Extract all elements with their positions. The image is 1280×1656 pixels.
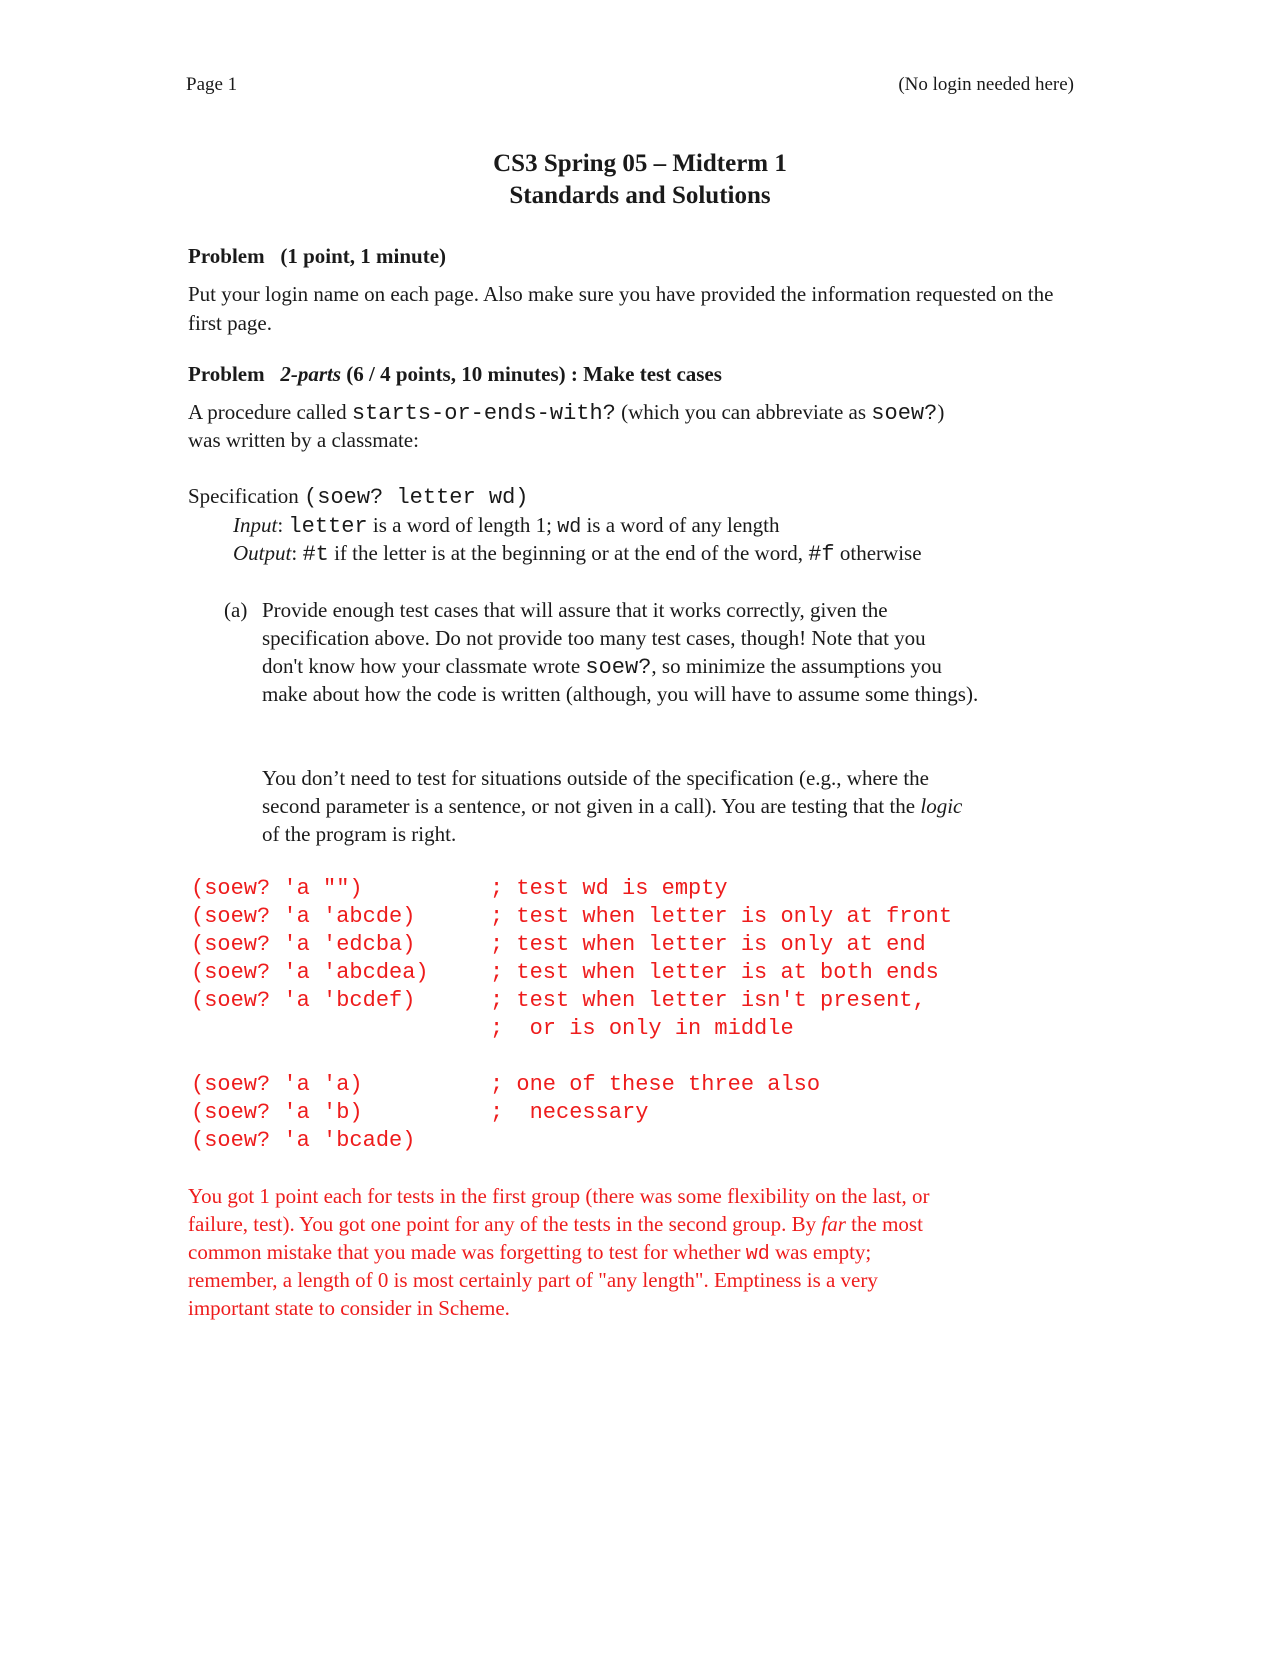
test-comment: ; test when letter is only at front (490, 904, 953, 929)
input-line (233, 513, 780, 539)
page-subtitle: Standards and Solutions (509, 182, 771, 209)
problem2-intro-line2: was written by a classmate: (188, 428, 419, 452)
input-colon: : (277, 513, 289, 537)
part-a-line3-a: don't know how your classmate wrote (262, 654, 586, 678)
output-text2: otherwise (834, 541, 922, 565)
output-line (233, 541, 922, 567)
note-line1: You don’t need to test for situations outside of the specification (e.g., where the (262, 766, 930, 790)
test-comment: ; test when letter is at both ends (490, 960, 939, 985)
grading-line2-emphasis: far (821, 1212, 846, 1236)
problem1-heading: Problem (1 point, 1 minute) (188, 244, 447, 268)
test-call: (soew? 'a 'a) (191, 1072, 363, 1097)
output-text1: if the letter is at the beginning or at the end of the word, (328, 541, 809, 565)
grading-line1: You got 1 point each for tests in the first group (there was some flexibility on the last, or (188, 1184, 930, 1208)
test-call: (soew? 'a 'bcade) (191, 1128, 416, 1153)
note-line3: of the program is right. (262, 822, 457, 846)
part-a-line1: Provide enough test cases that will assure that it works correctly, given the (262, 598, 888, 622)
grading-line3-b: was empty; (769, 1240, 872, 1264)
intro-text-c: ) (937, 400, 945, 424)
test-call: (soew? 'a 'edcba) (191, 932, 416, 957)
input-label: Input (233, 513, 278, 537)
problem2-heading-prefix: Problem (188, 362, 265, 386)
grading-line3 (188, 1240, 871, 1266)
note-line2 (262, 794, 962, 819)
part-a-line3-code: soew? (585, 655, 652, 680)
part-a-line3 (262, 654, 942, 680)
grading-line2 (188, 1212, 923, 1237)
grading-line5: important state to consider in Scheme. (188, 1296, 510, 1320)
test-call: (soew? 'a 'b) (191, 1100, 363, 1125)
output-label: Output (233, 541, 292, 565)
input-param-letter: letter (288, 514, 368, 539)
spec-label: Specification (188, 484, 305, 508)
page-title: CS3 Spring 05 – Midterm 1 (493, 150, 787, 177)
problem2-heading-rest: (6 / 4 points, 10 minutes) : Make test cases (341, 362, 722, 386)
test-comment: ; test when letter isn't present, (490, 988, 926, 1013)
test-comment: ; necessary (490, 1100, 649, 1125)
test-call: (soew? 'a 'bcdef) (191, 988, 416, 1013)
test-comment: ; one of these three also (490, 1072, 821, 1097)
grading-line3-a: common mistake that you made was forgetting to test for whether (188, 1240, 746, 1264)
test-comment: ; or is only in middle (490, 1016, 794, 1041)
header-note: (No login needed here) (898, 74, 1074, 95)
output-false: #f (808, 542, 835, 567)
part-a-line2: specification above. Do not provide too many test cases, though! Note that you (262, 626, 926, 650)
input-text1: is a word of length 1; (367, 513, 558, 537)
problem1-body: Put your login name on each page. Also make sure you have provided the information requested on the first page. (188, 282, 1054, 335)
note-line2-a: second parameter is a sentence, or not given in a call). You are testing that the (262, 794, 921, 818)
grading-line2-b: the most (845, 1212, 923, 1236)
test-call: (soew? 'a 'abcdea) (191, 960, 429, 985)
specification-line (188, 484, 528, 510)
test-call: (soew? 'a "") (191, 876, 363, 901)
page-number: Page 1 (186, 74, 238, 95)
grading-line2-a: failure, test). You got one point for any of the tests in the second group. By (188, 1212, 822, 1236)
output-true: #t (302, 542, 329, 567)
intro-text-a: A procedure called (188, 400, 352, 424)
intro-text-b: (which you can abbreviate as (615, 400, 872, 424)
part-a-line4: make about how the code is written (although, you will have to assume some things). (262, 682, 979, 706)
part-a-label: (a) (224, 598, 248, 622)
grading-line3-code: wd (745, 1243, 770, 1266)
test-comment: ; test wd is empty (490, 876, 728, 901)
spec-signature: (soew? letter wd) (304, 485, 529, 510)
test-comment: ; test when letter is only at end (490, 932, 926, 957)
note-line2-emphasis: logic (920, 794, 963, 818)
output-colon: : (291, 541, 303, 565)
input-param-wd: wd (557, 516, 582, 539)
problem2-intro (188, 400, 944, 426)
problem2-heading (188, 362, 722, 387)
test-call: (soew? 'a 'abcde) (191, 904, 416, 929)
grading-line4: remember, a length of 0 is most certainly part of "any length". Emptiness is a very (188, 1268, 878, 1292)
part-a-line3-b: , so minimize the assumptions you (651, 654, 942, 678)
procedure-name: starts-or-ends-with? (351, 401, 616, 426)
input-text2: is a word of any length (581, 513, 780, 537)
procedure-abbr: soew? (871, 401, 938, 426)
problem2-heading-parts: 2-parts (280, 362, 342, 386)
